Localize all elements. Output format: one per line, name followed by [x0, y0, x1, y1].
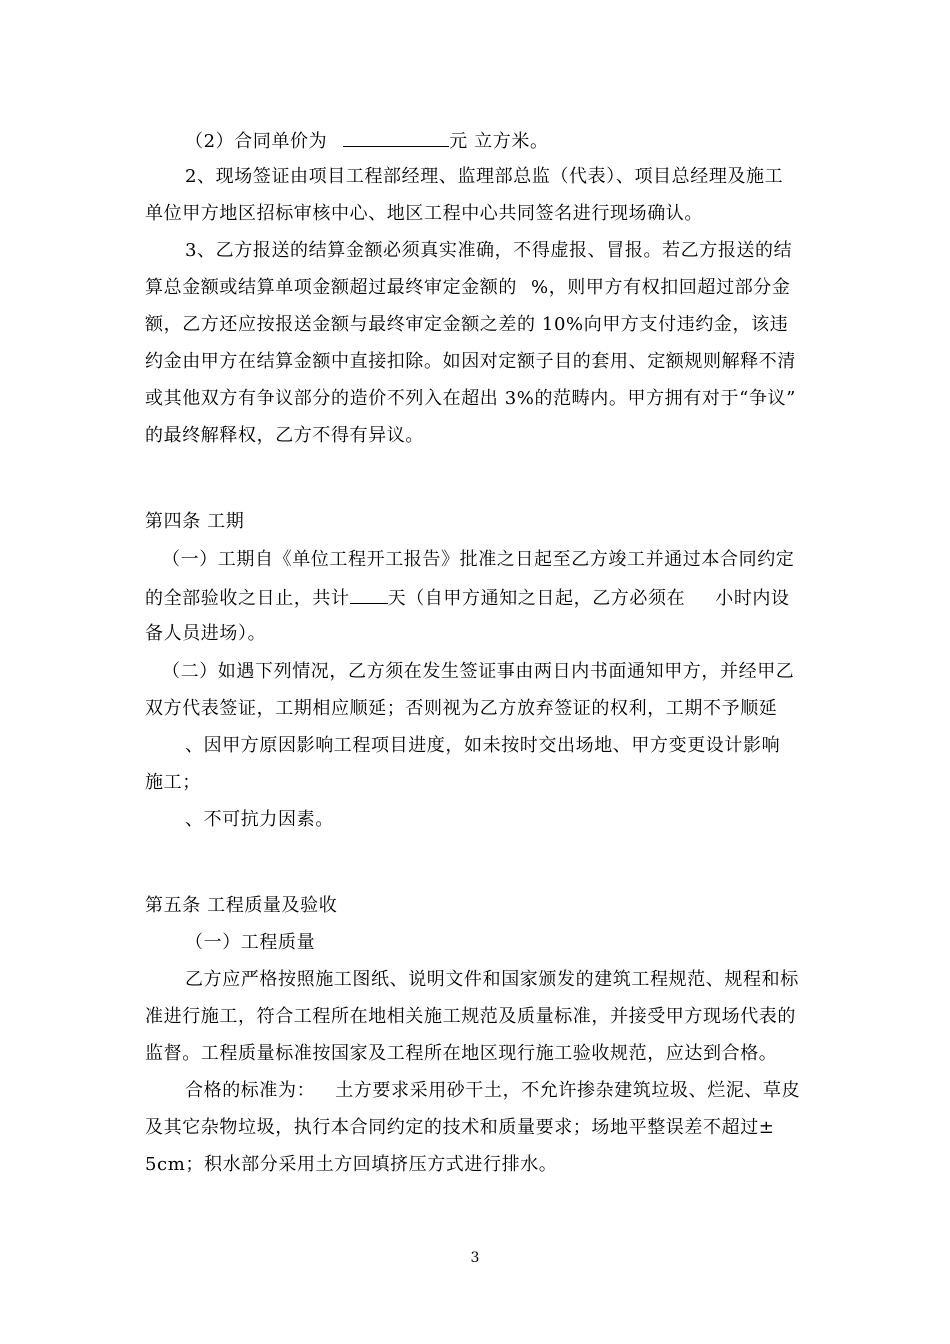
unit-price-line: [185, 128, 549, 154]
article4-p2-item2: 、不可抗力因素。: [185, 809, 334, 830]
article5-sub1: （一）工程质量: [185, 932, 316, 953]
unit-price-unit: 元 立方米。: [449, 131, 549, 152]
item3-line5: 或其他双方有争议部分的造价不列入在超出 3%的范畴内。甲方拥有对于“争议”: [145, 388, 796, 409]
article4-p2-line2: 双方代表签证，工期相应顺延；否则视为乙方放弃签证的权利，工期不予顺延: [145, 698, 778, 719]
article5-p2-line3: 5cm；积水部分采用土方回填挤压方式进行排水。: [145, 1154, 558, 1175]
article4-p2-item1-line2: 施工；: [145, 772, 201, 793]
article5-p1-line1: 乙方应严格按照施工图纸、说明文件和国家颁发的建筑工程规范、规程和标: [185, 969, 799, 990]
duration-hours-text: 小时内设: [715, 588, 790, 609]
article4-p1-line1: （一）工期自《单位工程开工报告》批准之日起至乙方竣工并通过本合同约定: [162, 549, 795, 570]
article5-heading: 第五条 工程质量及验收: [145, 895, 338, 916]
page-number: 3: [470, 1250, 480, 1266]
article4-p2-item1-line1: 、因甲方原因影响工程项目进度，如未按时交出场地、甲方变更设计影响: [185, 735, 781, 756]
article4-heading: 第四条 工期: [145, 511, 245, 532]
item3-line1: 3、乙方报送的结算金额必须真实准确，不得虚报、冒报。若乙方报送的结: [185, 240, 793, 261]
article5-p2-line2: 及其它杂物垃圾，执行本合同约定的技术和质量要求；场地平整误差不超过±: [145, 1117, 775, 1138]
unit-price-label: （2）合同单价为: [185, 131, 328, 152]
item2-line1: 2、现场签证由项目工程部经理、监理部总监（代表）、项目总经理及施工: [185, 166, 784, 187]
item3-line4: 约金由甲方在结算金额中直接扣除。如因对定额子目的套用、定额规则解释不清: [145, 351, 796, 372]
duration-label: 的全部验收之日止，共计: [145, 588, 350, 609]
qualified-standard-label: 合格的标准为：: [185, 1080, 316, 1101]
article4-p1-line3: 备人员进场）。: [145, 623, 267, 644]
item2-line2: 单位甲方地区招标审核中心、地区工程中心共同签名进行现场确认。: [145, 203, 703, 224]
unit-price-blank: [343, 128, 449, 147]
article4-p1-line2: [145, 585, 790, 611]
item3-line3: 额，乙方还应按报送金额与最终审定金额之差的 10%向甲方支付违约金，该违: [145, 314, 789, 335]
duration-days-blank: [350, 585, 388, 604]
article5-p1-line3: 监督。工程质量标准按国家及工程所在地区现行施工验收规范，应达到合格。: [145, 1043, 778, 1064]
article5-p2-line1: [185, 1079, 800, 1103]
article4-p2-line1: （二）如遇下列情况，乙方须在发生签证事由两日内书面通知甲方，并经甲乙: [162, 661, 795, 682]
item3-line2-part2: %，则甲方有权扣回超过部分金: [531, 277, 791, 298]
item3-line6: 的最终解释权，乙方不得有异议。: [145, 425, 424, 446]
item3-line2: [145, 276, 791, 300]
item3-line2-part1: 算总金额或结算单项金额超过最终审定金额的: [145, 277, 517, 298]
duration-notice-text: 天（自甲方通知之日起，乙方必须在: [387, 588, 686, 609]
article5-p1-line2: 准进行施工，符合工程所在地相关施工规范及质量标准，并接受甲方现场代表的: [145, 1006, 796, 1027]
qualified-standard-text: 土方要求采用砂干土，不允许掺杂建筑垃圾、烂泥、草皮: [335, 1080, 801, 1101]
